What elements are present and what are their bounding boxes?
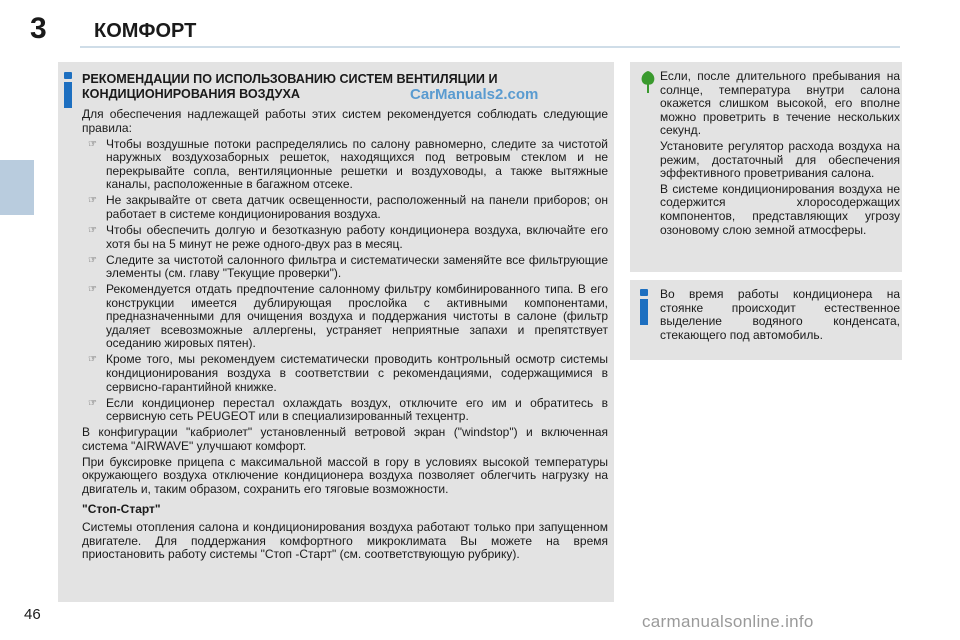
recommendation-item — [82, 194, 608, 221]
chapter-number: 3 — [30, 12, 47, 45]
page-number: 46 — [24, 606, 41, 623]
recommendation-item — [82, 254, 608, 281]
watermark-carmanuals: CarManuals2.com — [410, 86, 539, 103]
trailer-paragraph: При буксировке прицепа с максимальной массой в гору в условиях высокой температуры окружающего воздуха отключение кондиционера воздуха позволяет облегчить нагрузку на двигатель и, таким образом, сохранить его тяговые возможности. — [82, 454, 608, 496]
recommendation-text: Не закрывайте от света датчик освещенности, расположенный на панели приборов; он работает в системе кондиционирования воздуха. — [106, 193, 608, 221]
section-title-line2: КОНДИЦИОНИРОВАНИЯ ВОЗДУХА — [82, 86, 301, 101]
hand-pointer-icon: ☞ — [88, 284, 97, 296]
hand-pointer-icon: ☞ — [88, 224, 97, 236]
info-icon — [640, 289, 648, 325]
info-text-condensation — [660, 288, 900, 344]
condensation-paragraph: Во время работы кондиционера на стоянке происходит естественное выделение водяного конденсата, стекающего под автомобиль. — [660, 287, 900, 342]
footer-watermark: carmanualsonline.info — [642, 612, 814, 631]
header-divider — [80, 46, 900, 48]
hand-pointer-icon: ☞ — [88, 397, 97, 409]
main-text — [82, 108, 608, 564]
recommendation-item — [82, 283, 608, 351]
recommendation-text: Следите за чистотой салонного фильтра и систематически заменяйте все фильтрующие элементы (см. главу "Текущие проверки"). — [106, 252, 608, 281]
recommendation-item — [82, 397, 608, 424]
intro-paragraph: Для обеспечения надлежащей работы этих систем рекомендуется соблюдать следующие правила: — [82, 107, 608, 135]
recommendation-text: Рекомендуется отдать предпочтение салонному фильтру комбинированного типа. В его конструкции имеется дублирующая прослойка с активными компонентами, предназначенными для очищения воздуха и поддержания чистоты в салоне (фильтр удаляет всевозможные аллергены, устраняет неприятные запахи и препятствует оседанию жировых пятен). — [106, 282, 608, 351]
windstop-paragraph: В конфигурации "кабриолет" установленный ветровой экран ("windstop") и включенная система "AIRWAVE" улучшают комфорт. — [82, 425, 608, 453]
leaf-icon — [640, 70, 656, 94]
recommendation-text: Чтобы воздушные потоки распределялись по салону равномерно, следите за чистотой наружных воздухозаборных решеток, находящихся под ветровым стеклом и не перекрывайте сопла, вентиляционные решетки и воздуховоды, а также вытяжные каналы, расположенные в багажном отсеке. — [106, 136, 608, 192]
info-icon — [64, 72, 72, 108]
hand-pointer-icon: ☞ — [88, 354, 97, 366]
stop-start-paragraph: Системы отопления салона и кондиционирования воздуха работают только при запущенном двигателе. Для поддержания комфортного микроклимата Вы можете на время приостановить работу системы "Стоп -Старт" (см. соответствующую рубрику). — [82, 520, 608, 562]
tip-paragraph-3: В системе кондиционирования воздуха не содержится хлоросодержащих компонентов, представляющих угрозу озоновому слою земной атмосферы. — [660, 181, 900, 237]
tip-paragraph-2: Установите регулятор расхода воздуха на режим, достаточный для обеспечения эффективного проветривания салона. — [660, 138, 900, 181]
hand-pointer-icon: ☞ — [88, 254, 97, 266]
recommendation-item — [82, 138, 608, 192]
chapter-side-tab — [0, 160, 34, 215]
recommendation-list — [82, 138, 608, 424]
recommendation-text: Если кондиционер перестал охлаждать воздух, отключите его им и обратитесь в сервисную сеть PEUGEOT или в специализированный техцентр. — [106, 395, 608, 424]
tip-paragraph-1: Если, после длительного пребывания на солнце, температура внутри салона окажется слишком высокой, его вполне можно проветрить в течение нескольких секунд. — [660, 69, 900, 138]
hand-pointer-icon: ☞ — [88, 138, 97, 150]
section-title-line1: РЕКОМЕНДАЦИИ ПО ИСПОЛЬЗОВАНИЮ СИСТЕМ ВЕНТИЛЯЦИИ И — [82, 72, 498, 86]
recommendation-item — [82, 353, 608, 394]
recommendation-text: Чтобы обеспечить долгую и безотказную работу кондиционера воздуха, включайте его хотя бы на 5 минут не реже одного-двух раз в месяц. — [106, 222, 608, 251]
hand-pointer-icon: ☞ — [88, 195, 97, 207]
stop-start-heading: "Стоп-Старт" — [82, 501, 161, 516]
chapter-title: КОМФОРТ — [94, 20, 197, 42]
recommendation-text: Кроме того, мы рекомендуем систематически проводить контрольный осмотр системы кондиционирования воздуха в соответствии с рекомендациями, содержащимися в сервисно-гарантийной книжке. — [106, 352, 608, 394]
tip-text-ventilation — [660, 70, 900, 239]
recommendation-item — [82, 224, 608, 251]
